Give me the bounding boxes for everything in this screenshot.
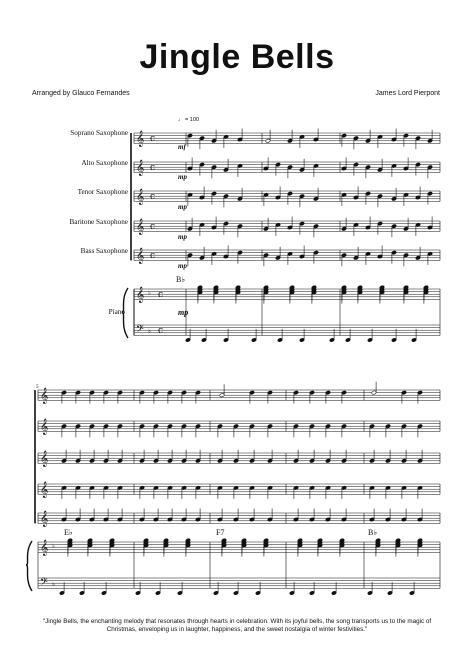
time-signature: c xyxy=(150,251,156,261)
treble-clef-icon: 𝄞 xyxy=(40,388,49,404)
arranger-credit: Arranged by Glauco Fernandes xyxy=(32,90,130,97)
key-signature-flat: ♭ xyxy=(52,543,55,550)
time-signature: c xyxy=(150,163,156,173)
instrument-label-soprano: Soprano Saxophone xyxy=(70,129,128,137)
instrument-label-piano: Piano xyxy=(108,308,125,316)
instrument-label-tenor: Tenor Saxophone xyxy=(77,188,128,196)
key-signature-flat: ♭ xyxy=(148,290,151,297)
chord-symbol: E♭ xyxy=(64,528,73,537)
treble-clef-icon: 𝄞 xyxy=(136,248,145,264)
bass-clef-icon: 𝄢 xyxy=(136,323,144,337)
time-signature: c xyxy=(150,222,156,232)
chord-symbol: F7 xyxy=(216,528,225,537)
instrument-label-baritone: Baritone Saxophone xyxy=(69,218,128,226)
dynamic-baritone: mp xyxy=(178,233,187,241)
treble-clef-icon: 𝄞 xyxy=(136,287,145,303)
treble-clef-icon: 𝄞 xyxy=(136,219,145,235)
dynamic-bass: mp xyxy=(178,262,187,270)
time-signature: c xyxy=(150,192,156,202)
chord-symbol: B♭ xyxy=(176,275,186,284)
time-signature: c xyxy=(158,290,164,300)
measure-number: 5 xyxy=(36,385,39,390)
dynamic-piano: mp xyxy=(178,308,189,317)
chord-symbol: B♭ xyxy=(368,528,378,537)
treble-clef-icon: 𝄞 xyxy=(40,540,49,556)
time-signature: c xyxy=(158,326,164,336)
time-signature: c xyxy=(150,134,156,144)
instrument-label-bass: Bass Saxophone xyxy=(80,247,128,255)
treble-clef-icon: 𝄞 xyxy=(40,419,49,435)
footer-description: "Jingle Bells, the enchanting melody that resonates through hearts in celebration. With its joyful bells, the song transports us to the magic of Christmas, enveloping us in laughter, happiness, and the sweet nostalgia of winter festivities." xyxy=(42,618,432,634)
piano-brace xyxy=(26,541,32,591)
piano-brace xyxy=(122,288,128,338)
tempo-marking: ♩ = 100 xyxy=(178,117,199,123)
treble-clef-icon: 𝄞 xyxy=(40,451,49,467)
treble-clef-icon: 𝄞 xyxy=(136,131,145,147)
composer-credit: James Lord Pierpont xyxy=(375,90,440,97)
treble-clef-icon: 𝄞 xyxy=(40,482,49,498)
dynamic-alto: mp xyxy=(178,173,187,181)
dynamic-soprano: mf xyxy=(178,143,186,151)
key-signature-flat: ♭ xyxy=(52,581,55,588)
instrument-label-alto: Alto Saxophone xyxy=(81,159,128,167)
treble-clef-icon: 𝄞 xyxy=(136,189,145,205)
bass-clef-icon: 𝄢 xyxy=(40,576,48,590)
dynamic-tenor: mp xyxy=(178,203,187,211)
key-signature-flat: ♭ xyxy=(148,328,151,335)
treble-clef-icon: 𝄞 xyxy=(40,511,49,527)
treble-clef-icon: 𝄞 xyxy=(136,160,145,176)
page-title: Jingle Bells xyxy=(139,38,335,76)
